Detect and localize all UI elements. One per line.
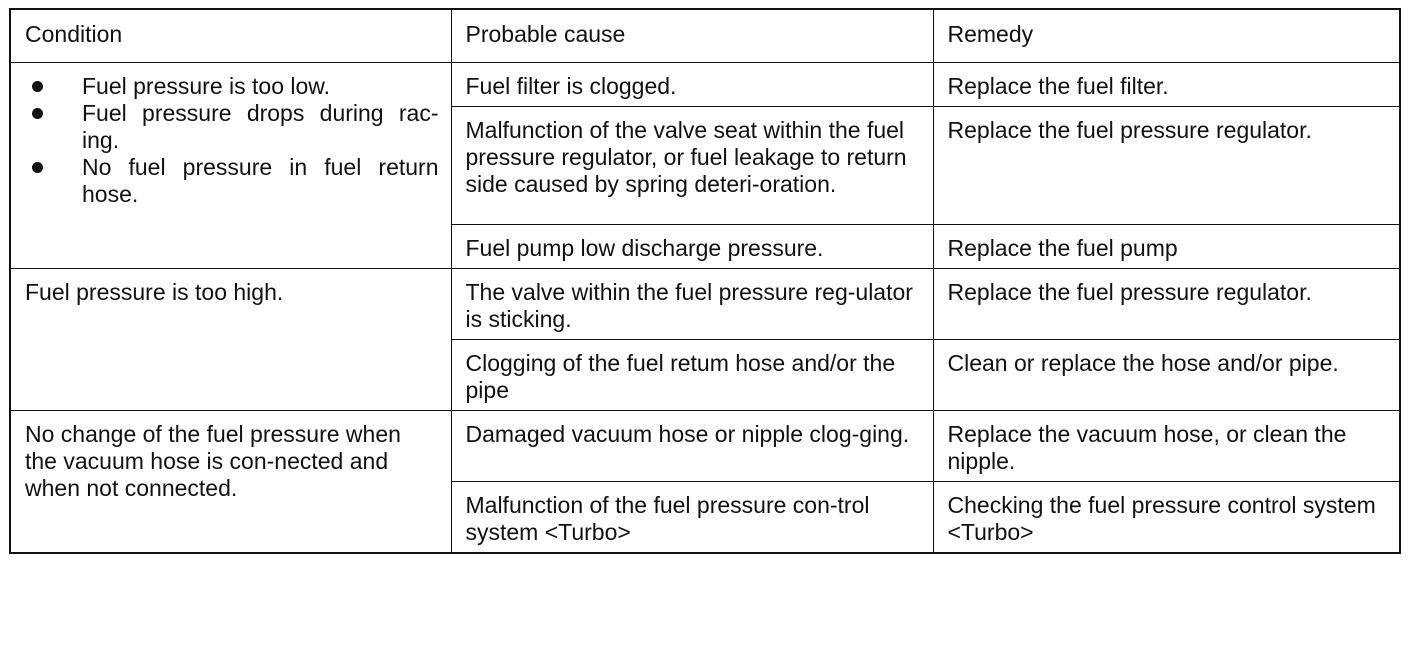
cause-cell: Fuel pump low discharge pressure. (451, 225, 933, 269)
cause-cell: Clogging of the fuel retum hose and/or the pipe (451, 340, 933, 411)
troubleshooting-table (9, 8, 1401, 554)
condition-bullet-list (25, 73, 439, 208)
remedy-cell: Clean or replace the hose and/or pipe. (933, 340, 1400, 411)
table-row (10, 63, 1400, 107)
remedy-cell: Replace the fuel pressure regulator. (933, 269, 1400, 340)
cause-cell: Fuel filter is clogged. (451, 63, 933, 107)
condition-cell-low-pressure (10, 63, 451, 269)
condition-bullet: Fuel pressure is too low. (25, 73, 439, 100)
cause-cell: Malfunction of the fuel pressure con-trol system <Turbo> (451, 482, 933, 554)
remedy-cell: Replace the fuel pump (933, 225, 1400, 269)
header-remedy: Remedy (933, 9, 1400, 63)
header-condition: Condition (10, 9, 451, 63)
header-probable-cause: Probable cause (451, 9, 933, 63)
table-row (10, 411, 1400, 482)
header-row (10, 9, 1400, 63)
table-row (10, 269, 1400, 340)
cause-cell: The valve within the fuel pressure reg-ulator is sticking. (451, 269, 933, 340)
remedy-cell: Replace the vacuum hose, or clean the nipple. (933, 411, 1400, 482)
remedy-cell: Replace the fuel filter. (933, 63, 1400, 107)
remedy-cell: Replace the fuel pressure regulator. (933, 107, 1400, 225)
condition-cell-high-pressure: Fuel pressure is too high. (10, 269, 451, 411)
cause-cell: Malfunction of the valve seat within the fuel pressure regulator, or fuel leakage to return side caused by spring deteri-oration. (451, 107, 933, 225)
cause-cell: Damaged vacuum hose or nipple clog-ging. (451, 411, 933, 482)
troubleshooting-document (9, 8, 1399, 554)
condition-cell-no-change: No change of the fuel pressure when the vacuum hose is con-nected and when not connected. (10, 411, 451, 554)
condition-bullet: Fuel pressure drops during rac-ing. (25, 100, 439, 154)
condition-bullet: No fuel pressure in fuel return hose. (25, 154, 439, 208)
remedy-cell: Checking the fuel pressure control system <Turbo> (933, 482, 1400, 554)
